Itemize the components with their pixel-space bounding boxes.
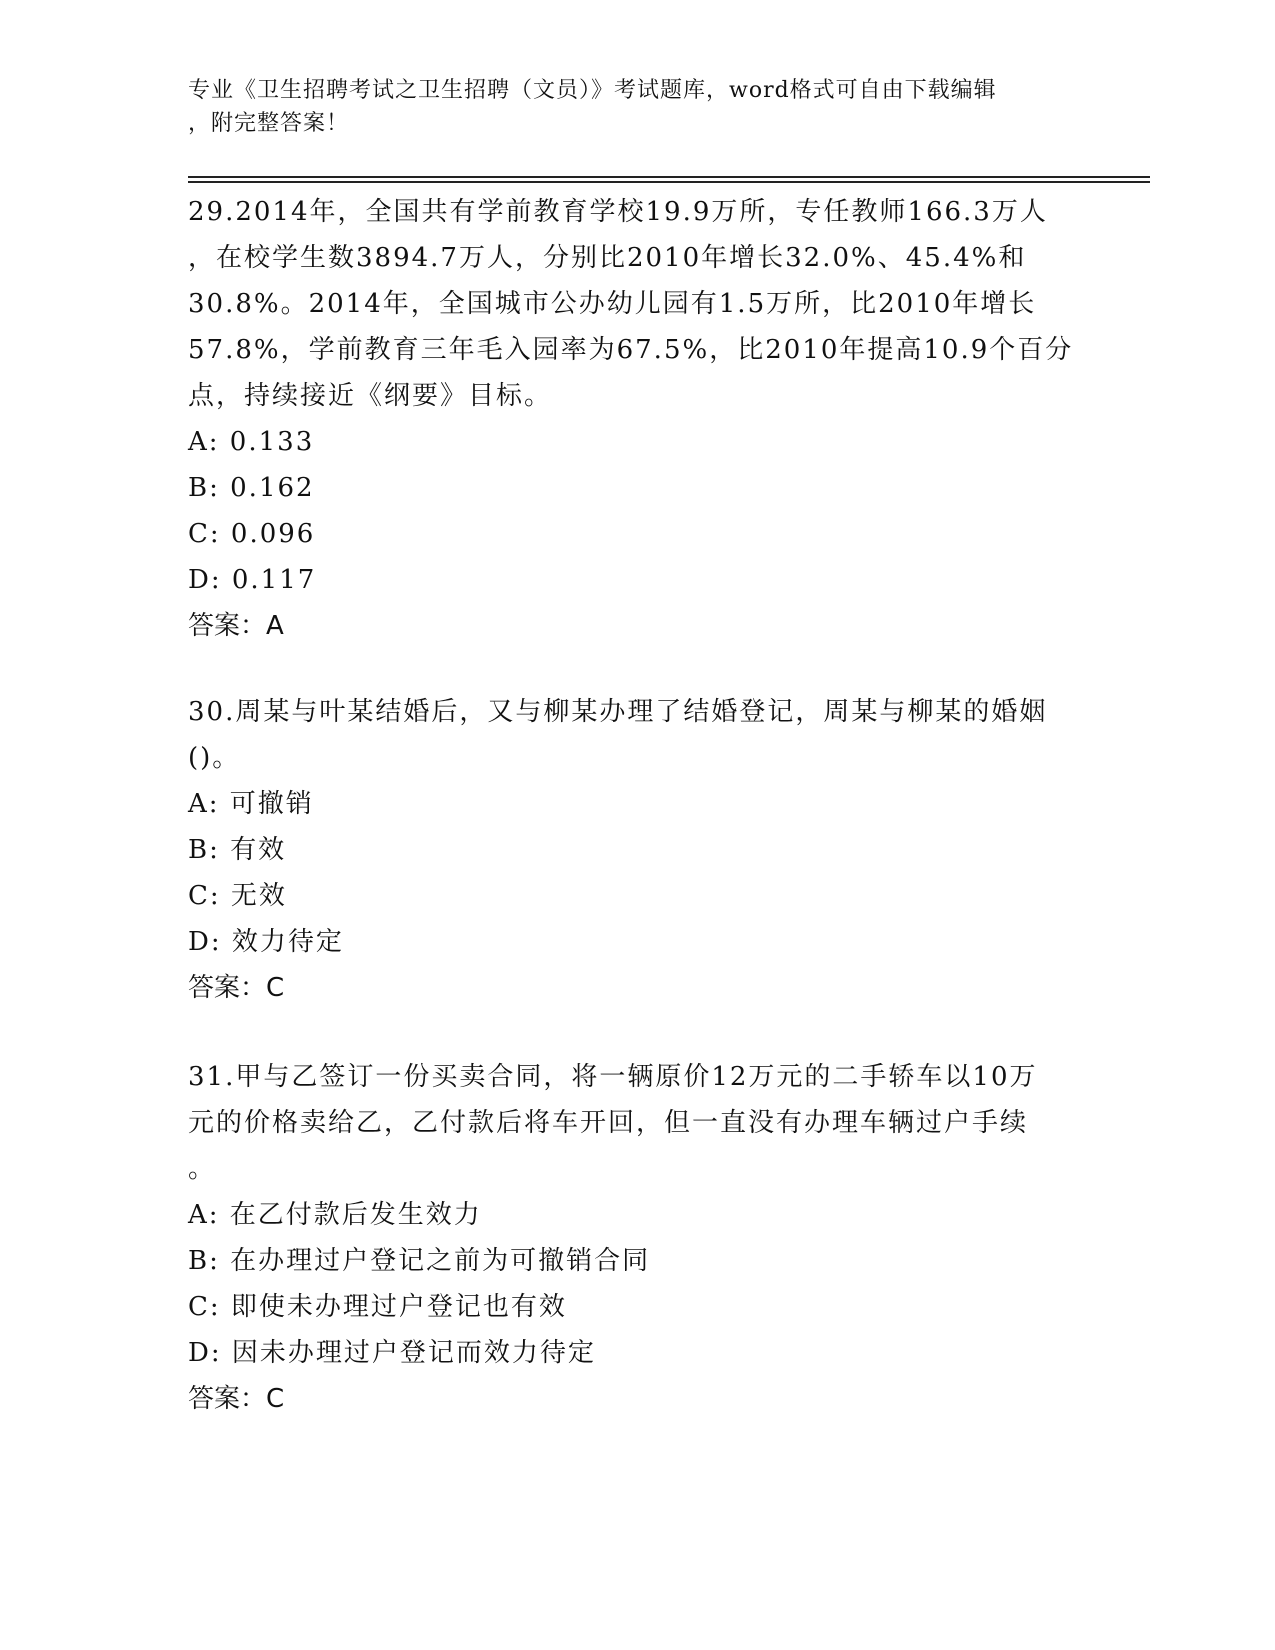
- document-header: 专业《卫生招聘考试之卫生招聘（文员）》考试题库，word格式可自由下载编辑 ，附完整答案！: [188, 78, 997, 136]
- answer-line: 答案：C: [188, 1384, 285, 1414]
- option-a: A: 0.133: [188, 427, 315, 457]
- option-c: C: 无效: [188, 881, 287, 911]
- option-d: D: 因未办理过户登记而效力待定: [188, 1338, 596, 1368]
- option-c: C: 0.096: [188, 519, 316, 549]
- question-stem: 31.甲与乙签订一份买卖合同，将一辆原价12万元的二手轿车以10万 元的价格卖给乙，乙付款后将车开回，但一直没有办理车辆过户手续 。: [188, 1062, 1038, 1184]
- option-c: C: 即使未办理过户登记也有效: [188, 1292, 567, 1322]
- question-31: [188, 1054, 1078, 1422]
- header-divider-top: [188, 176, 1150, 178]
- answer-line: 答案：A: [188, 611, 284, 641]
- answer-line: 答案：C: [188, 973, 285, 1003]
- option-a: A: 可撤销: [188, 789, 314, 819]
- option-b: B: 0.162: [188, 473, 315, 503]
- option-d: D: 效力待定: [188, 927, 344, 957]
- question-stem: 29.2014年，全国共有学前教育学校19.9万所，专任教师166.3万人 ，在校学生数3894.7万人，分别比2010年增长32.0%、45.4%和 30.8%。2014年，全国城市公办幼儿园有1.5万所，比2010年增长 57.8%，学前教育三年毛入园率为67.5%，比2010年提高10.9个百分 点，持续接近《纲要》目标。: [188, 197, 1074, 411]
- question-30: [188, 689, 1078, 1011]
- question-stem: 30.周某与叶某结婚后，又与柳某办理了结婚登记，周某与柳某的婚姻 ()。: [188, 697, 1048, 773]
- question-29: [188, 189, 1078, 649]
- header-divider-bottom: [188, 181, 1150, 183]
- option-d: D: 0.117: [188, 565, 317, 595]
- option-b: B: 有效: [188, 835, 287, 865]
- option-a: A: 在乙付款后发生效力: [188, 1200, 482, 1230]
- option-b: B: 在办理过户登记之前为可撤销合同: [188, 1246, 651, 1276]
